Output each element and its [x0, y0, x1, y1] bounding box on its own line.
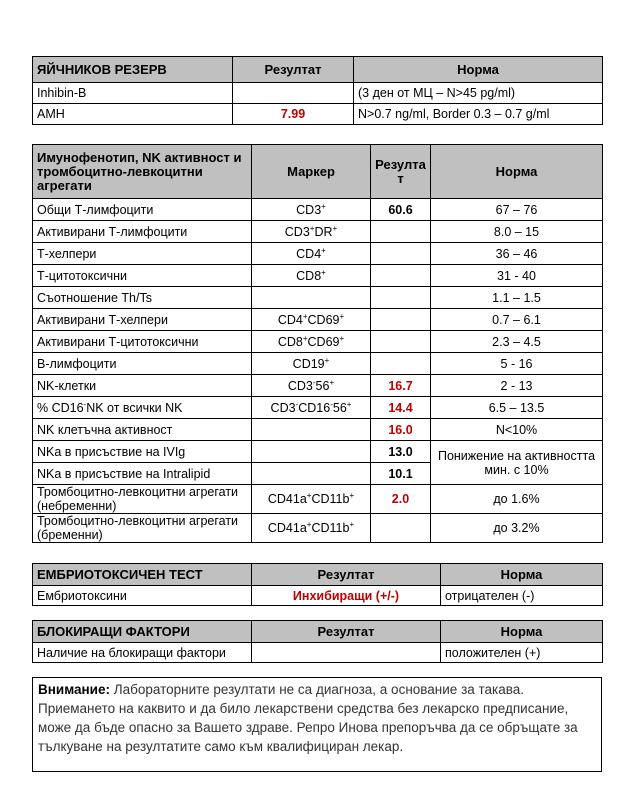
text-part: CD11b: [311, 521, 350, 535]
test-marker: [252, 441, 371, 463]
text-part: NKa в присъствие на Intralipid: [37, 466, 211, 481]
text-part: % CD16: [37, 400, 84, 415]
test-norm: 2 - 13: [431, 375, 603, 397]
test-result: [233, 83, 354, 104]
test-norm: 2.3 – 4.5: [431, 331, 603, 353]
text-part: CD69: [307, 334, 340, 349]
test-name: [33, 265, 252, 287]
text-part: CD3: [296, 202, 322, 217]
table-row: [33, 643, 603, 663]
superscript: +: [349, 491, 355, 500]
immunophenotype-table: [32, 144, 603, 543]
test-norm: 31 - 40: [431, 265, 603, 287]
superscript: +: [302, 333, 308, 343]
text-part: 56: [332, 400, 347, 415]
test-marker: [252, 514, 371, 543]
text-part: CD8: [277, 334, 303, 349]
table-row: [33, 514, 603, 543]
test-norm: 6.5 – 13.5: [431, 397, 603, 419]
test-result: 60.6: [371, 199, 431, 221]
test-result: 16.7: [371, 375, 431, 397]
test-marker: [252, 221, 371, 243]
superscript: -: [330, 399, 333, 409]
blocking-header-result: Резултат: [252, 621, 441, 643]
table-row: [33, 199, 603, 221]
text-part: CD3: [287, 378, 313, 393]
superscript: -: [295, 399, 299, 409]
test-name: [33, 221, 252, 243]
table-row: [33, 353, 603, 375]
test-result: [371, 287, 431, 309]
table-row: [33, 287, 603, 309]
disclaimer-note: [32, 677, 602, 772]
test-norm: N<10%: [431, 419, 603, 441]
test-name: [33, 375, 252, 397]
test-marker: [252, 397, 371, 419]
table-row: [33, 375, 603, 397]
text-part: CD11b: [311, 492, 350, 506]
test-marker: [252, 309, 371, 331]
test-name: Наличие на блокиращи фактори: [33, 643, 252, 663]
blocking-header-title: БЛОКИРАЩИ ФАКТОРИ: [33, 621, 252, 643]
immuno-header-result: Резултат: [371, 145, 431, 199]
superscript: +: [339, 311, 345, 321]
test-result: [371, 243, 431, 265]
immuno-header-marker: Маркер: [252, 145, 371, 199]
test-result: [371, 309, 431, 331]
embryo-header-result: Резултат: [252, 564, 441, 586]
disclaimer-label: Внимание:: [38, 682, 110, 697]
test-name: Inhibin-B: [33, 83, 233, 104]
test-result: [252, 643, 441, 663]
text-part: CD16: [298, 400, 331, 415]
ovarian-header-norm: Норма: [354, 57, 603, 83]
test-name: [33, 243, 252, 265]
blocking-header-norm: Норма: [441, 621, 603, 643]
ovarian-reserve-table: [32, 56, 603, 125]
embryo-header-norm: Норма: [441, 564, 603, 586]
superscript: +: [324, 355, 330, 365]
test-result: 2.0: [371, 485, 431, 514]
text-part: CD69: [307, 312, 340, 327]
test-norm: до 3.2%: [431, 514, 603, 543]
text-part: CD3: [284, 224, 310, 239]
test-marker: [252, 353, 371, 375]
immuno-header-norm: Норма: [431, 145, 603, 199]
test-norm: положителен (+): [441, 643, 603, 663]
text-part: DR: [314, 224, 333, 239]
superscript: +: [329, 377, 335, 387]
text-part: Тромбоцитно-левкоцитни агрегати (небременни): [37, 485, 239, 513]
text-part: Тромбоцитно-левкоцитни агрегати (бременни): [37, 514, 239, 542]
text-part: В-лимфоцити: [37, 356, 117, 371]
test-name: Ембриотоксини: [33, 586, 252, 606]
text-part: CD4: [277, 312, 303, 327]
text-part: NK-клетки: [37, 378, 97, 393]
superscript: +: [321, 201, 326, 211]
test-result: [371, 514, 431, 543]
test-result: [371, 221, 431, 243]
table-row: [33, 221, 603, 243]
text-part: CD41a: [267, 492, 307, 506]
test-marker: [252, 485, 371, 514]
text-part: CD41a: [267, 521, 307, 535]
text-part: NKa в присъствие на IVIg: [37, 444, 186, 459]
table-row: [33, 243, 603, 265]
superscript: +: [332, 223, 338, 233]
test-norm: N>0.7 ng/ml, Border 0.3 – 0.7 g/ml: [354, 104, 603, 125]
table-row: [33, 265, 603, 287]
text-part: Т-цитотоксични: [37, 268, 127, 283]
superscript: +: [302, 311, 308, 321]
text-part: NK от всички NK: [86, 400, 183, 415]
test-result: Инхибиращи (+/-): [252, 586, 441, 606]
test-result: [371, 353, 431, 375]
superscript: +: [321, 267, 326, 277]
test-marker: [252, 375, 371, 397]
table-row: [33, 309, 603, 331]
blocking-factors-table: [32, 620, 603, 663]
superscript: +: [349, 520, 355, 529]
test-name: [33, 419, 252, 441]
table-row: [33, 586, 603, 606]
immuno-header-title: Имунофенотип, NK активност и тромбоцитно-левкоцитни агрегати: [33, 145, 252, 199]
test-result: 13.0: [371, 441, 431, 463]
test-result: [371, 331, 431, 353]
table-row: [33, 331, 603, 353]
test-result: 16.0: [371, 419, 431, 441]
test-norm: 5 - 16: [431, 353, 603, 375]
table-row: [33, 419, 603, 441]
table-row: [33, 485, 603, 514]
text-part: CD8: [296, 268, 322, 283]
test-marker: [252, 419, 371, 441]
embryo-header-title: ЕМБРИОТОКСИЧЕН ТЕСТ: [33, 564, 252, 586]
superscript: +: [339, 333, 345, 343]
test-name: [33, 331, 252, 353]
test-result: 7.99: [233, 104, 354, 125]
test-marker: [252, 463, 371, 485]
test-result: 10.1: [371, 463, 431, 485]
test-marker: [252, 243, 371, 265]
table-row: [33, 397, 603, 419]
test-marker: [252, 199, 371, 221]
test-name: AMH: [33, 104, 233, 125]
superscript: +: [346, 399, 352, 409]
test-result: [371, 265, 431, 287]
text-part: Активирани Т-хелпери: [37, 312, 168, 327]
test-norm: 8.0 – 15: [431, 221, 603, 243]
test-norm: 36 – 46: [431, 243, 603, 265]
nka-norm: Понижение на активността мин. с 10%: [431, 441, 603, 485]
embryotoxic-table: [32, 563, 603, 606]
text-part: Активирани Т-лимфоцити: [37, 224, 188, 239]
test-marker: [252, 287, 371, 309]
text-part: Общи Т-лимфоцити: [37, 202, 154, 217]
test-name: [33, 397, 252, 419]
text-part: Активирани Т-цитотоксични: [37, 334, 199, 349]
test-name: [33, 353, 252, 375]
text-part: Съотношение Th/Ts: [37, 290, 152, 305]
test-name: [33, 485, 252, 514]
text-part: 56: [315, 378, 330, 393]
ovarian-header-title: ЯЙЧНИКОВ РЕЗЕРВ: [33, 57, 233, 83]
test-result: 14.4: [371, 397, 431, 419]
test-norm: 0.7 – 6.1: [431, 309, 603, 331]
test-marker: [252, 265, 371, 287]
text-part: CD19: [292, 356, 325, 371]
ovarian-header-result: Резултат: [233, 57, 354, 83]
test-norm: 1.1 – 1.5: [431, 287, 603, 309]
text-part: Т-хелпери: [37, 246, 97, 261]
test-name: [33, 463, 252, 485]
text-part: NK клетъчна активност: [37, 422, 173, 437]
table-row: [33, 441, 603, 463]
test-norm: отрицателен (-): [441, 586, 603, 606]
test-name: [33, 441, 252, 463]
superscript: -: [312, 377, 316, 387]
test-name: [33, 287, 252, 309]
test-name: [33, 199, 252, 221]
superscript: +: [321, 245, 326, 255]
test-name: [33, 514, 252, 543]
test-norm: до 1.6%: [431, 485, 603, 514]
test-norm: 67 – 76: [431, 199, 603, 221]
superscript: -: [83, 399, 87, 409]
disclaimer-text: Лабораторните резултати не са диагноза, а основание за такава. Приемането на каквито и да било лекарствени средства без лекарско предписание, може да бъде опасно за Вашето здраве. Репро Инова препоръчва да се обръщате за тълкуване на резултатите само към квалифициран лекар.: [38, 682, 578, 754]
test-name: [33, 309, 252, 331]
superscript: +: [306, 520, 312, 529]
text-part: CD4: [296, 246, 322, 261]
table-row: [33, 104, 603, 125]
table-row: [33, 83, 603, 104]
text-part: CD3: [270, 400, 296, 415]
test-norm: (3 ден от МЦ – N>45 pg/ml): [354, 83, 603, 104]
test-marker: [252, 331, 371, 353]
superscript: +: [309, 223, 315, 233]
superscript: +: [306, 491, 312, 500]
